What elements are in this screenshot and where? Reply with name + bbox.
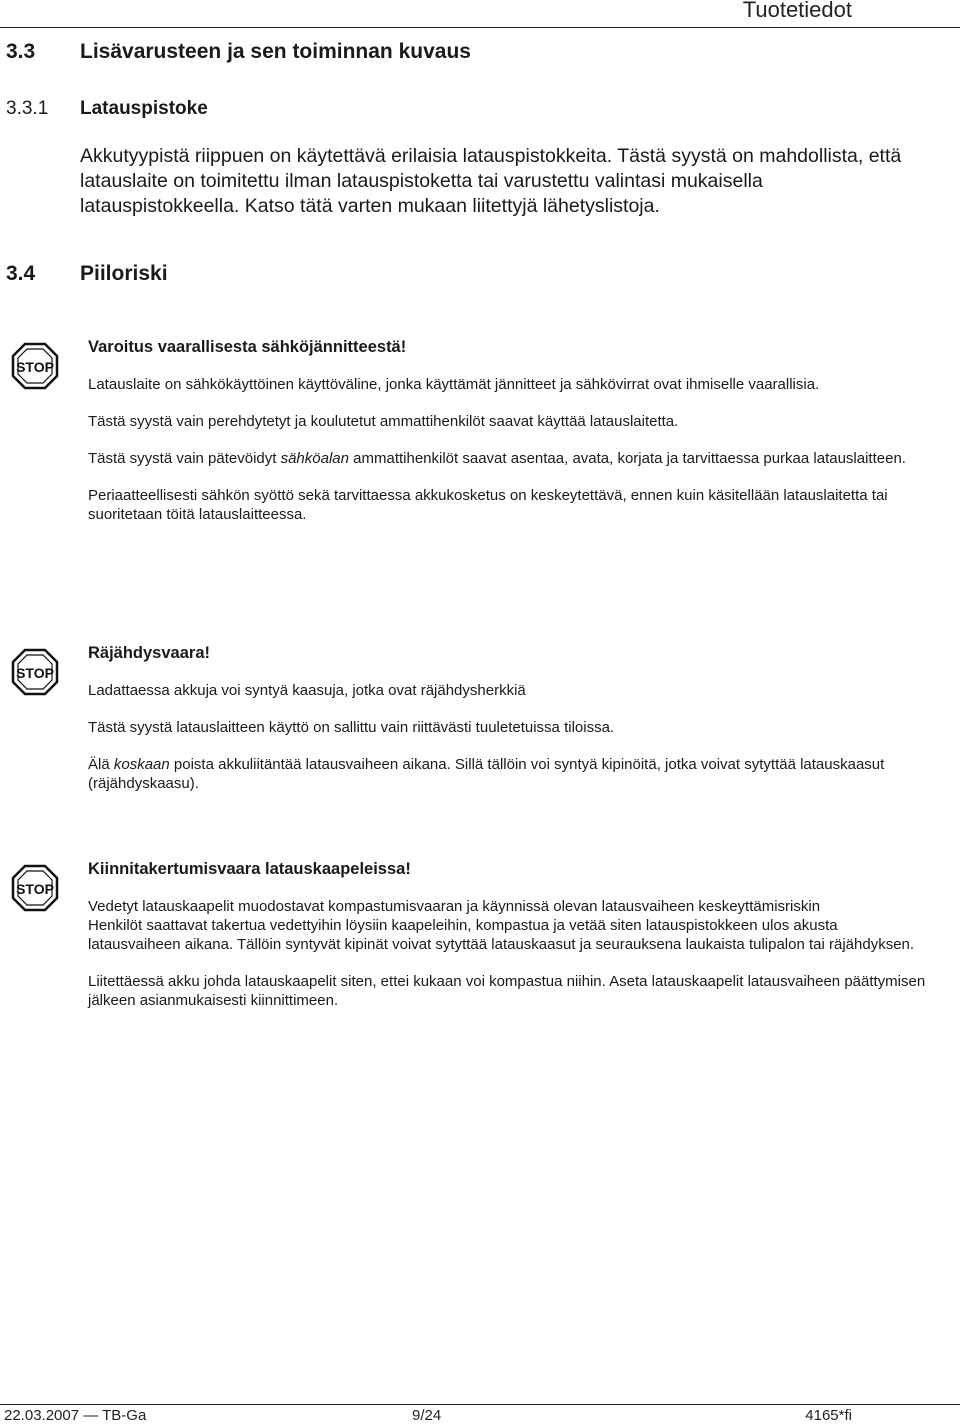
- section-number: 3.3.1: [6, 98, 49, 119]
- stop-sign-label: STOP: [16, 665, 54, 681]
- warning-electric: [88, 338, 928, 542]
- warning-paragraph: Ladattaessa akkuja voi syntyä kaasuja, jotka ovat räjähdysherkkiä: [88, 682, 526, 699]
- emphasis: koskaan: [113, 756, 170, 773]
- warning-paragraph: Latauslaite on sähkökäyttöinen käyttöväline, jonka käyttämät jännitteet ja sähkövirrat ovat ihmiselle vaarallisia.: [88, 376, 820, 393]
- footer-date: 22.03.2007 — TB-Ga: [4, 1407, 147, 1424]
- warning-paragraph: Tästä syystä latauslaitteen käyttö on sallittu vain riittävästi tuuletetuissa tiloissa.: [88, 719, 615, 736]
- stop-sign-icon: [11, 342, 59, 390]
- section-3-3-1-body: Akkutyypistä riippuen on käytettävä erilaisia latauspistokkeita. Tästä syystä on mahdollista, että latauslaite on toimitettu ilman latauspistoketta tai varustettu valintasi mukaisella latauspistokkeella. Katso tätä varten mukaan liitettyjä lähetyslistoja.: [80, 145, 902, 217]
- warning-paragraph: Vedetyt latauskaapelit muodostavat kompastumisvaaran ja käynnissä olevan latausvaiheen keskeyttämisriskin: [88, 898, 821, 915]
- footer-page-number: 9/24: [412, 1407, 442, 1424]
- section-title: Piiloriski: [80, 262, 168, 285]
- warning-paragraph: [88, 449, 928, 468]
- header-title: Tuotetiedot: [742, 0, 852, 22]
- warning-paragraph: [88, 755, 928, 793]
- footer-doc-code: 4165*fi: [805, 1407, 852, 1424]
- text-span: Älä: [88, 756, 114, 773]
- warning-paragraph: Liitettäessä akku johda latauskaapelit siten, ettei kukaan voi kompastua niihin. Aseta latauskaapelit latausvaiheen päättymisen jälkeen asianmukaisesti kiinnittimeen.: [88, 973, 926, 1009]
- warning-paragraph: Periaatteellisesti sähkön syöttö sekä tarvittaessa akkukosketus on keskeytettävä, ennen kuin käsitellään latauslaitetta tai suoritetaan töitä latauslaitteessa.: [88, 487, 888, 523]
- header-rule: [0, 27, 960, 28]
- warning-title: Kiinnitakertumisvaara latauskaapeleissa!: [88, 860, 411, 878]
- footer-rule: [0, 1404, 960, 1405]
- stop-sign-icon: [11, 648, 59, 696]
- text-span: ammattihenkilöt saavat asentaa, avata, korjata ja tarvittaessa purkaa latauslaitteen.: [348, 450, 906, 467]
- section-title: Latauspistoke: [80, 98, 208, 119]
- section-title: Lisävarusteen ja sen toiminnan kuvaus: [80, 40, 471, 63]
- text-span: poista akkuliitäntää latausvaiheen aikana. Sillä tällöin voi syntyä kipinöitä, jotka voivat sytyttää latauskaasut (räjähdyskaasu).: [88, 756, 885, 792]
- warning-title: Räjähdysvaara!: [88, 644, 210, 662]
- warning-explosion: [88, 644, 928, 811]
- section-number: 3.4: [6, 262, 36, 285]
- emphasis: sähköalan: [280, 450, 349, 467]
- text-span: Tästä syystä vain pätevöidyt: [88, 450, 281, 467]
- stop-sign-label: STOP: [16, 881, 54, 897]
- warning-trip: [88, 860, 928, 1028]
- section-number: 3.3: [6, 40, 36, 63]
- stop-sign-icon: [11, 864, 59, 912]
- warning-paragraph: Henkilöt saattavat takertua vedettyihin löysiin kaapeleihin, kompastua ja vetää siten latauspistokkeen ulos akusta latausvaiheen aikana. Tällöin syntyvät kipinät voivat sytyttää latauskaasut ja seurauksena laukaista tulipalon tai räjähdyksen.: [88, 917, 915, 953]
- warning-paragraph: Tästä syystä vain perehdytetyt ja koulutetut ammattihenkilöt saavat käyttää latauslaitetta.: [88, 413, 679, 430]
- warning-title: Varoitus vaarallisesta sähköjännitteestä!: [88, 338, 407, 356]
- stop-sign-label: STOP: [16, 359, 54, 375]
